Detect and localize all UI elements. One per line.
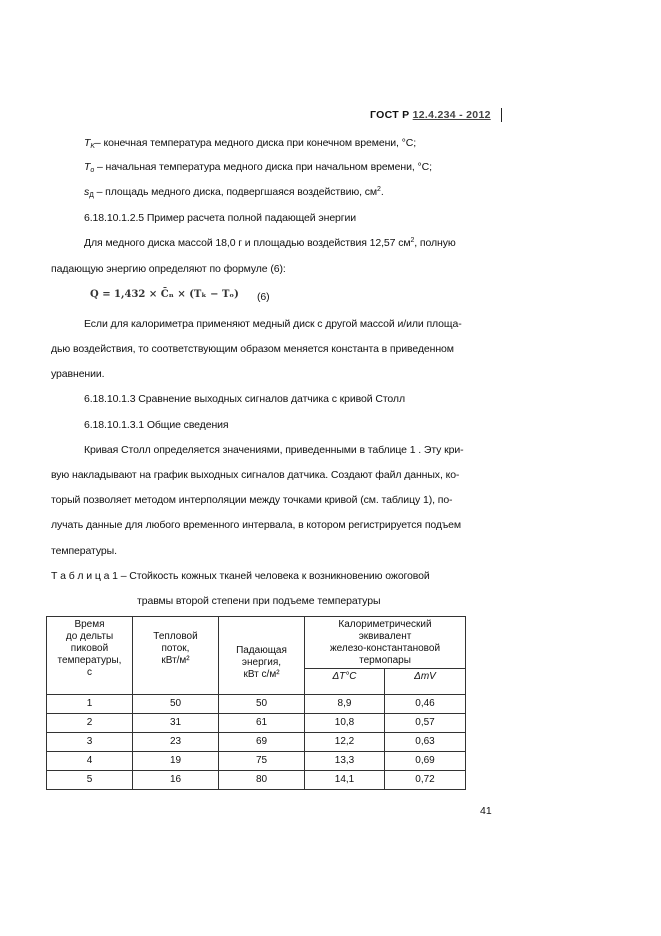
- header-line: до дельты: [65, 631, 114, 642]
- paragraph-line: дью воздействия, то соответствующим образом меняется константа в приведенном: [51, 343, 454, 355]
- example-text-a: Для медного диска массой 18,0 г и площадью воздействия 12,57 см: [84, 237, 411, 249]
- example-text-line2: падающую энергию определяют по формуле (6):: [51, 263, 286, 275]
- paragraph-line: Если для калориметра применяют медный диск с другой массой и/или площа-: [84, 318, 462, 330]
- header-line: энергия,: [241, 657, 282, 668]
- table-caption: Т а б л и ц а 1 – Стойкость кожных тканей человека к возникновению ожоговой: [51, 570, 430, 582]
- header-delta-mv: [385, 669, 466, 695]
- cell-delta-t: 8,9: [305, 695, 385, 714]
- section-heading: 6.18.10.1.3 Сравнение выходных сигналов датчика с кривой Столл: [84, 393, 405, 405]
- cell-time: 4: [47, 752, 133, 771]
- page-number: 41: [480, 805, 492, 817]
- example-text-sup: 2: [410, 237, 415, 244]
- cell-delta-mv: 0,63: [385, 733, 466, 752]
- def-to-sub: o: [90, 167, 95, 174]
- cell-flux: 23: [133, 733, 219, 752]
- cell-time: 2: [47, 714, 133, 733]
- def-tk-symbol: T: [84, 137, 91, 149]
- paragraph-line: торый позволяет методом интерполяции между точками кривой (см. таблицу 1), по-: [51, 494, 453, 506]
- def-sd-symbol: s: [84, 186, 90, 198]
- header-line: ΔТ°С: [332, 671, 357, 682]
- header-line: Падающая: [236, 645, 287, 656]
- table-row: [47, 771, 466, 790]
- example-heading: 6.18.10.1.2.5 Пример расчета полной падающей энергии: [84, 212, 357, 224]
- def-tk-sub: K: [90, 143, 95, 150]
- cell-flux: 19: [133, 752, 219, 771]
- def-sd-sub: Д: [89, 192, 94, 199]
- header-line: с: [87, 667, 92, 678]
- cell-energy: 69: [219, 733, 305, 752]
- header-time: [47, 617, 133, 695]
- table-row: [47, 714, 466, 733]
- header-line: эквивалент: [358, 631, 412, 642]
- cell-delta-mv: 0,72: [385, 771, 466, 790]
- paragraph-line: Кривая Столл определяется значениями, приведенными в таблице 1 . Эту кри-: [84, 444, 464, 456]
- example-text-b: , полную: [414, 237, 456, 249]
- header-line: Калориметрический: [338, 619, 432, 630]
- def-to: [84, 161, 432, 173]
- header-line: поток,: [161, 643, 190, 654]
- cell-time: 1: [47, 695, 133, 714]
- paragraph-line: вую накладывают на график выходных сигналов датчика. Создают файл данных, ко-: [51, 469, 460, 481]
- header-line: железо-константановой: [329, 643, 441, 654]
- cell-flux: 16: [133, 771, 219, 790]
- cell-delta-t: 14,1: [305, 771, 385, 790]
- table-row: [47, 752, 466, 771]
- cell-flux: 31: [133, 714, 219, 733]
- paragraph-line: температуры.: [51, 545, 117, 557]
- header-line: кВт с/м²: [243, 669, 280, 680]
- standard-prefix: ГОСТ Р: [370, 109, 410, 121]
- cell-delta-mv: 0,46: [385, 695, 466, 714]
- cell-energy: 61: [219, 714, 305, 733]
- cell-time: 5: [47, 771, 133, 790]
- header-bar: [501, 108, 502, 122]
- cell-energy: 80: [219, 771, 305, 790]
- cell-time: 3: [47, 733, 133, 752]
- def-to-symbol: T: [84, 161, 91, 173]
- header-line: Тепловой: [153, 631, 198, 642]
- table-row: [47, 695, 466, 714]
- def-sd-sup: 2: [377, 186, 381, 193]
- formula-number: (6): [257, 291, 270, 303]
- header-line: температуры,: [57, 655, 122, 666]
- cell-energy: 75: [219, 752, 305, 771]
- def-sd-text: – площадь медного диска, подвергшаяся воздействию, см: [93, 186, 378, 198]
- header-line: ΔmV: [414, 671, 436, 682]
- header-calorimetric: [305, 617, 466, 669]
- def-to-text: – начальная температура медного диска при начальном времени, °С;: [94, 161, 432, 173]
- cell-delta-mv: 0,69: [385, 752, 466, 771]
- header-energy: [219, 617, 305, 695]
- example-text-line1: [84, 237, 456, 249]
- cell-delta-t: 10,8: [305, 714, 385, 733]
- paragraph-line: уравнении.: [51, 368, 105, 380]
- cell-flux: 50: [133, 695, 219, 714]
- running-header: [370, 109, 491, 121]
- cell-delta-t: 12,2: [305, 733, 385, 752]
- def-sd: [84, 186, 384, 198]
- cell-delta-t: 13,3: [305, 752, 385, 771]
- def-tk-text: – конечная температура медного диска при конечном времени, °С;: [94, 137, 417, 149]
- header-flux: [133, 617, 219, 695]
- header-line: кВт/м²: [161, 655, 190, 666]
- section-heading: 6.18.10.1.3.1 Общие сведения: [84, 419, 229, 431]
- standard-code: 12.4.234 - 2012: [412, 109, 491, 121]
- header-delta-t: [305, 669, 385, 695]
- formula: Q = 1,432 × C̄ₙ × (Tₖ − Tₒ): [90, 289, 239, 300]
- header-line: Время: [74, 619, 105, 630]
- table-caption: травмы второй степени при подъеме температуры: [137, 595, 381, 607]
- stoll-table: [46, 616, 466, 790]
- header-line: пиковой: [70, 643, 109, 654]
- def-tk: [84, 137, 416, 149]
- header-line: термопары: [359, 655, 411, 666]
- paragraph-line: лучать данные для любого временного интервала, в котором регистрируется подъем: [51, 519, 462, 531]
- cell-delta-mv: 0,57: [385, 714, 466, 733]
- cell-energy: 50: [219, 695, 305, 714]
- def-sd-end: .: [380, 186, 384, 198]
- table-row: [47, 733, 466, 752]
